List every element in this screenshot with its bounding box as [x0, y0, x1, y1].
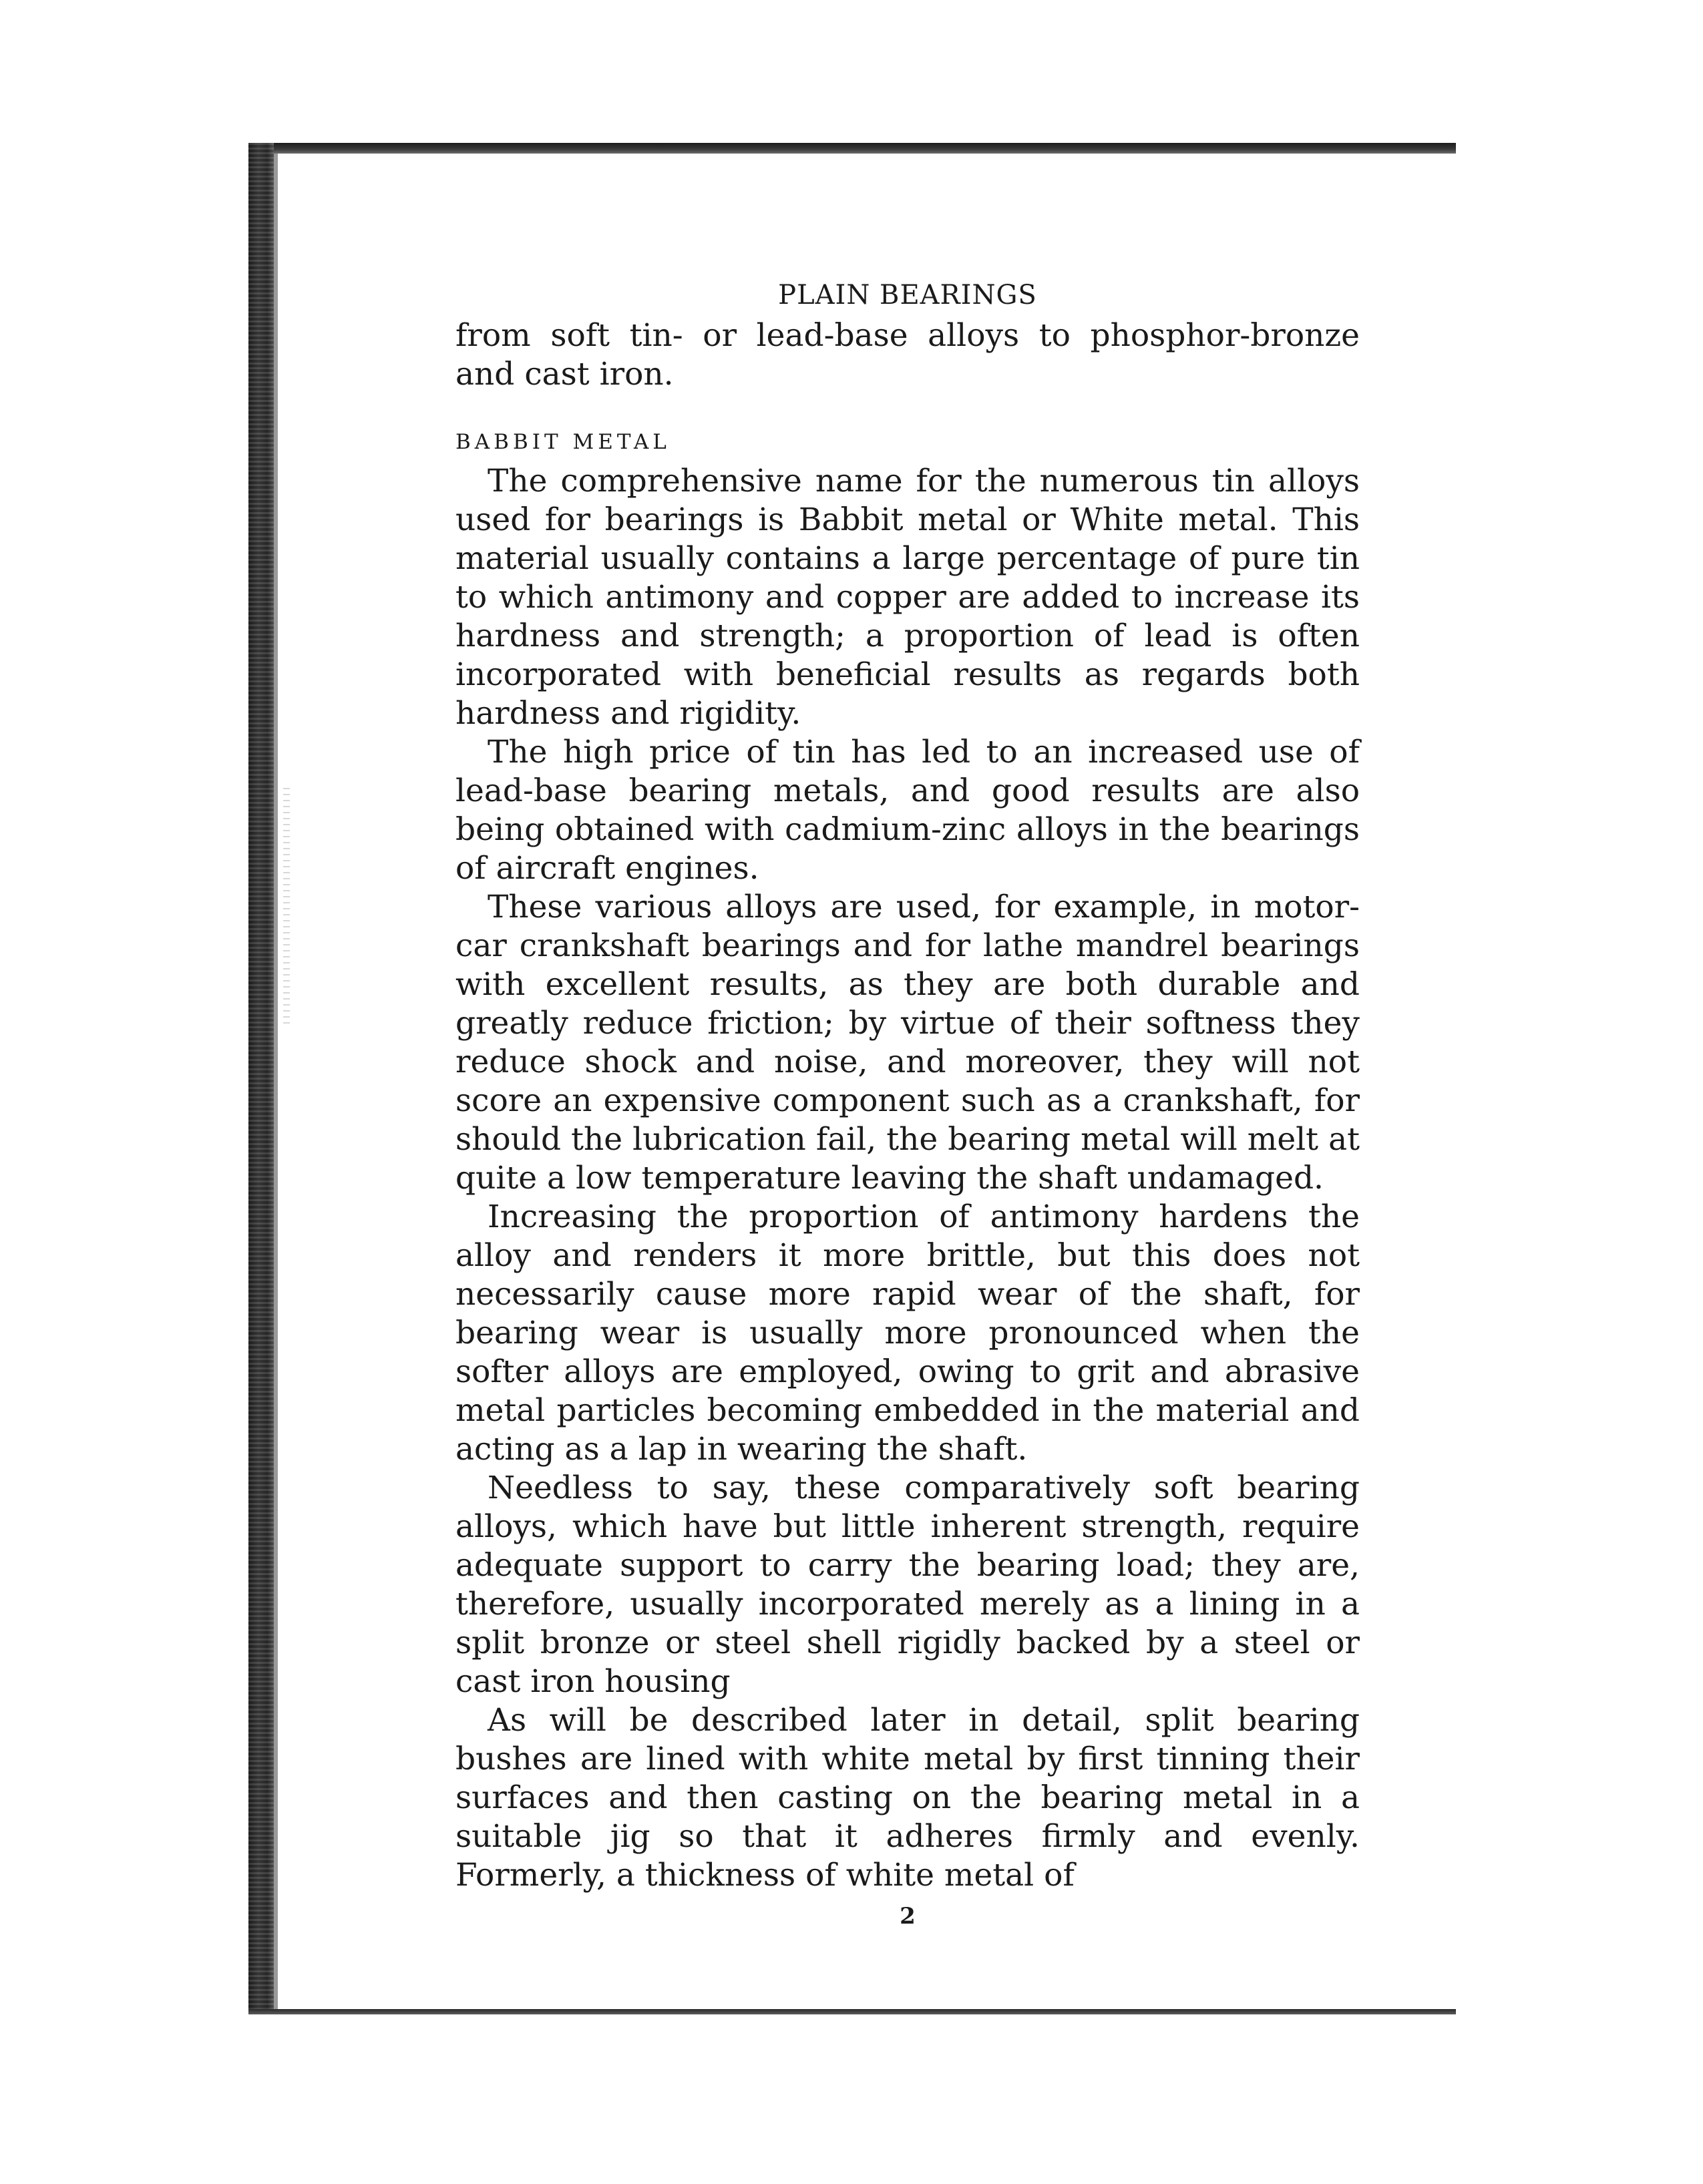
paragraph: The high price of tin has led to an increased use of lead-base bearing metals, and good results are also being obtained with cadmium-zinc alloys in the bearings of aircraft engines.: [455, 734, 1360, 887]
page-number: 2: [900, 1903, 916, 1930]
scan-border-left-inner: [274, 154, 278, 2014]
scan-border-left: [248, 143, 274, 2014]
paragraph: As will be described later in detail, split bearing bushes are lined with white metal by first tinning their surfaces and then casting on the bearing metal in a suitable jig so that it adheres firmly and evenly. Formerly, a thickness of white metal of: [455, 1702, 1360, 1894]
scan-border-bottom: [248, 2009, 1456, 2014]
paragraph: The comprehensive name for the numerous tin alloys used for bearings is Babbit metal or White metal. This material usually contains a large percentage of pure tin to which antimony and copper are added to increase its hardness and strength; a proportion of lead is often incorporated with beneficial results as regards both hardness and rigidity.: [455, 463, 1360, 732]
paragraph-continued: from soft tin- or lead-base alloys to phosphor-bronze and cast iron.: [455, 317, 1360, 393]
section-heading: BABBIT METAL: [455, 430, 671, 454]
scan-border-top: [248, 143, 1456, 154]
paragraph: Increasing the proportion of antimony hardens the alloy and renders it more brittle, but this does not necessarily cause more rapid wear of the shaft, for bearing wear is usually more pronounced when the softer alloys are employed, owing to grit and abrasive metal particles becoming embedded in the material and acting as a lap in wearing the shaft.: [455, 1198, 1360, 1468]
paragraph: Needless to say, these comparatively soft bearing alloys, which have but little inherent strength, require adequate support to carry the bearing load; they are, therefore, usually incorporated merely as a lining in a split bronze or steel shell rigidly backed by a steel or cast iron housing: [455, 1470, 1360, 1700]
running-head: PLAIN BEARINGS: [778, 280, 1037, 310]
page-text-block: [455, 276, 1360, 1930]
paragraph: These various alloys are used, for example, in motor-car crankshaft bearings and for lathe mandrel bearings with excellent results, as they are both durable and greatly reduce friction; by virtue of their softness they reduce shock and noise, and moreover, they will not score an expensive component such as a crankshaft, for should the lubrication fail, the bearing metal will melt at quite a low temperature leaving the shaft undamaged.: [455, 889, 1360, 1196]
scan-speckles: [283, 788, 290, 1028]
